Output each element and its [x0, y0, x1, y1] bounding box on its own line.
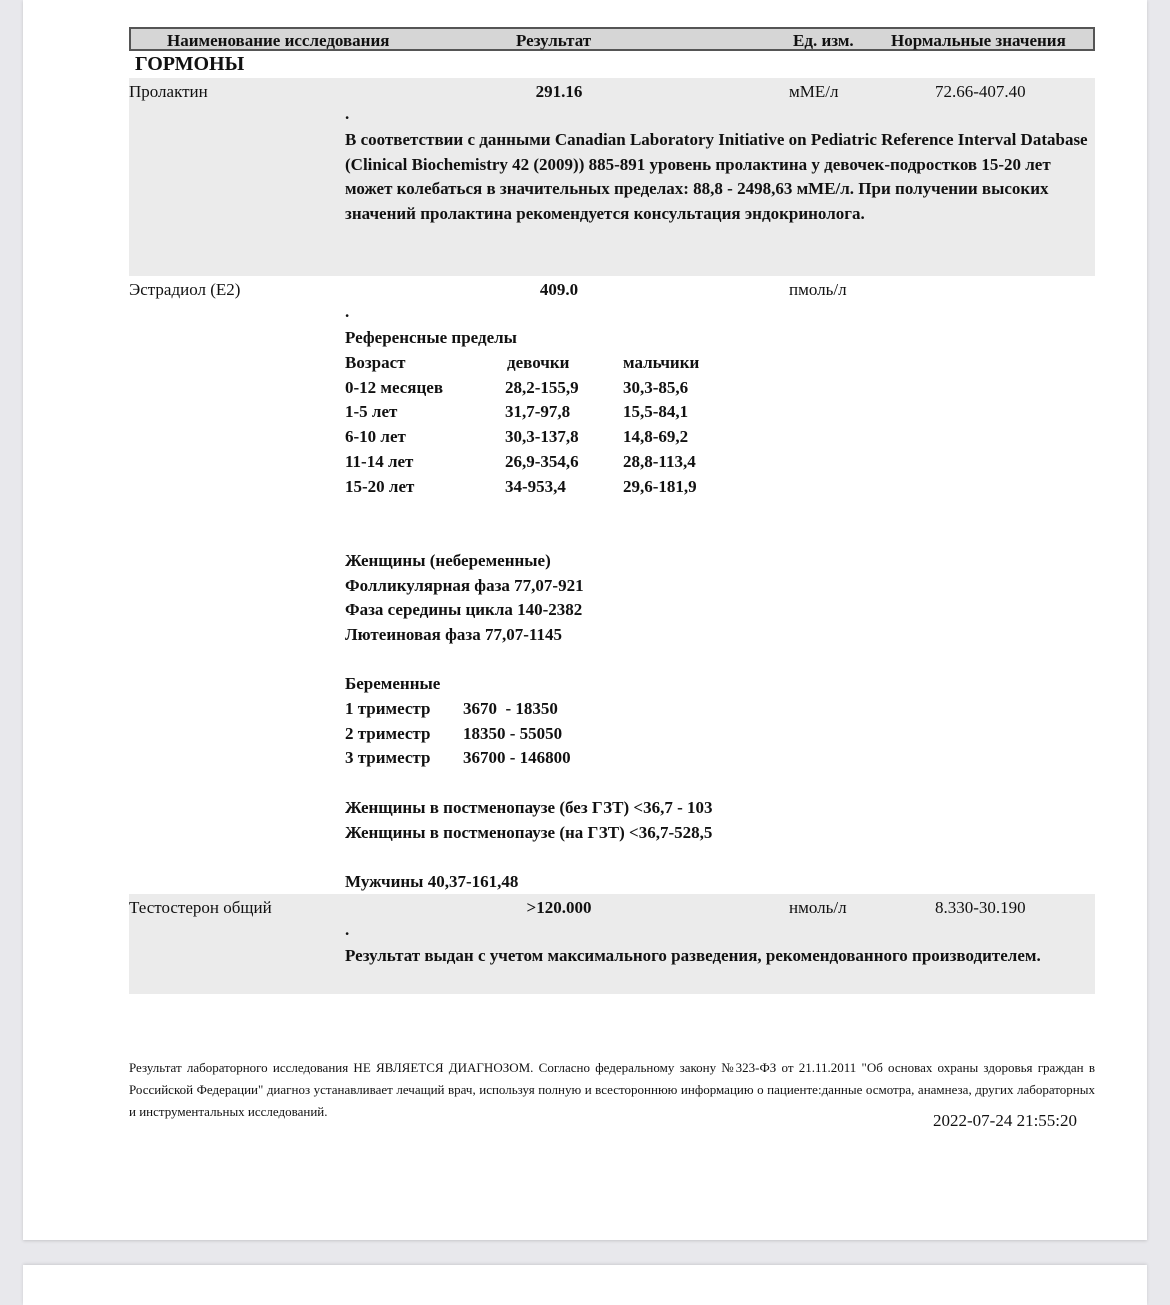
postmenopause-line: Женщины в постменопаузе (на ГЗТ) <36,7-528,5 — [345, 822, 713, 842]
disclaimer: Результат лабораторного исследования НЕ ЯВЛЯЕТСЯ ДИАГНОЗОМ. Согласно федеральному закону №323-ФЗ от 21.11.2011 "Об основах охраны здоровья граждан в Российской Федерации" диагноз устанавливает лечащий врач, используя полную и всестороннюю информацию о пациенте:данные осмотра, анамнеза, других лабораторных и инструментальных исследований. — [129, 1060, 1095, 1119]
test-result: 291.16 — [535, 82, 583, 101]
nonpregnant-line: Лютеиновая фаза 77,07-1145 — [345, 624, 562, 644]
header-norm: Нормальные значения — [891, 31, 1066, 50]
comment-dot: . — [345, 302, 350, 321]
age-reference-table — [345, 351, 699, 500]
test-comment — [345, 104, 1093, 227]
header-result: Результат — [516, 31, 592, 50]
comment-text: Результат выдан с учетом максимального разведения, рекомендованного производителем. — [345, 946, 1041, 965]
test-comment — [345, 920, 1093, 969]
test-norm: 72.66-407.40 — [935, 82, 1026, 101]
test-row-estradiol — [129, 276, 1095, 894]
reference-title: Референсные пределы — [345, 328, 517, 347]
pregnant-title: Беременные — [345, 674, 441, 694]
nonpregnant-title: Женщины (небеременные) — [345, 550, 551, 570]
next-page — [23, 1265, 1147, 1305]
test-result: 409.0 — [539, 280, 579, 299]
test-result: >120.000 — [526, 898, 592, 917]
postmenopause-line: Женщины в постменопаузе (без ГЗТ) <36,7 - 103 — [345, 797, 713, 817]
table-row: 11-14 лет 26,9-354,6 28,8-113,4 — [345, 451, 696, 471]
table-row: Возраст девочки мальчики — [345, 352, 700, 372]
comment-text: В соответствии с данными Canadian Laboratory Initiative on Pediatric Reference Interval Database (Clinical Biochemistry 42 (2009)) 885-891 уровень пролактина у девочек-подростков 15-20 лет может колебаться в значительных пределах: 88,8 - 2498,63 мМЕ/л. При получении высоких значений пролактина рекомендуется консультация эндокринолога. — [345, 130, 1088, 224]
timestamp: 2022-07-24 21:55:20 — [933, 1111, 1078, 1130]
table-row: 1-5 лет 31,7-97,8 15,5-84,1 — [345, 402, 689, 422]
test-name: Тестостерон общий — [129, 898, 272, 917]
table-row: 15-20 лет 34-953,4 29,6-181,9 — [345, 476, 697, 496]
table-row: 6-10 лет 30,3-137,8 14,8-69,2 — [345, 427, 689, 447]
test-unit: нмоль/л — [789, 898, 847, 917]
test-unit: мМЕ/л — [789, 82, 839, 101]
pregnant-line: 3 триместр 36700 - 146800 — [345, 748, 571, 768]
test-row-prolactin — [129, 78, 1095, 276]
test-norm: 8.330-30.190 — [935, 898, 1026, 917]
test-row-testosterone — [129, 894, 1095, 994]
comment-dot: . — [345, 920, 350, 939]
test-name: Эстрадиол (Е2) — [129, 280, 241, 299]
header-unit: Ед. изм. — [793, 31, 854, 50]
men-line: Мужчины 40,37-161,48 — [345, 871, 519, 891]
table-row: 0-12 месяцев 28,2-155,9 30,3-85,6 — [345, 377, 689, 397]
pregnant-line: 1 триместр 3670 - 18350 — [345, 699, 558, 719]
comment-dot: . — [345, 104, 350, 123]
nonpregnant-line: Фаза середины цикла 140-2382 — [345, 600, 583, 620]
header-name: Наименование исследования — [167, 31, 390, 50]
reference-block — [345, 302, 1093, 895]
section-title: ГОРМОНЫ — [135, 53, 245, 75]
document-page — [23, 0, 1147, 1240]
table-header — [129, 27, 1095, 51]
results-table — [129, 27, 1095, 994]
pregnant-line: 2 триместр 18350 - 55050 — [345, 723, 563, 743]
nonpregnant-line: Фолликулярная фаза 77,07-921 — [345, 575, 584, 595]
test-name: Пролактин — [129, 82, 208, 101]
test-unit: пмоль/л — [789, 280, 847, 299]
